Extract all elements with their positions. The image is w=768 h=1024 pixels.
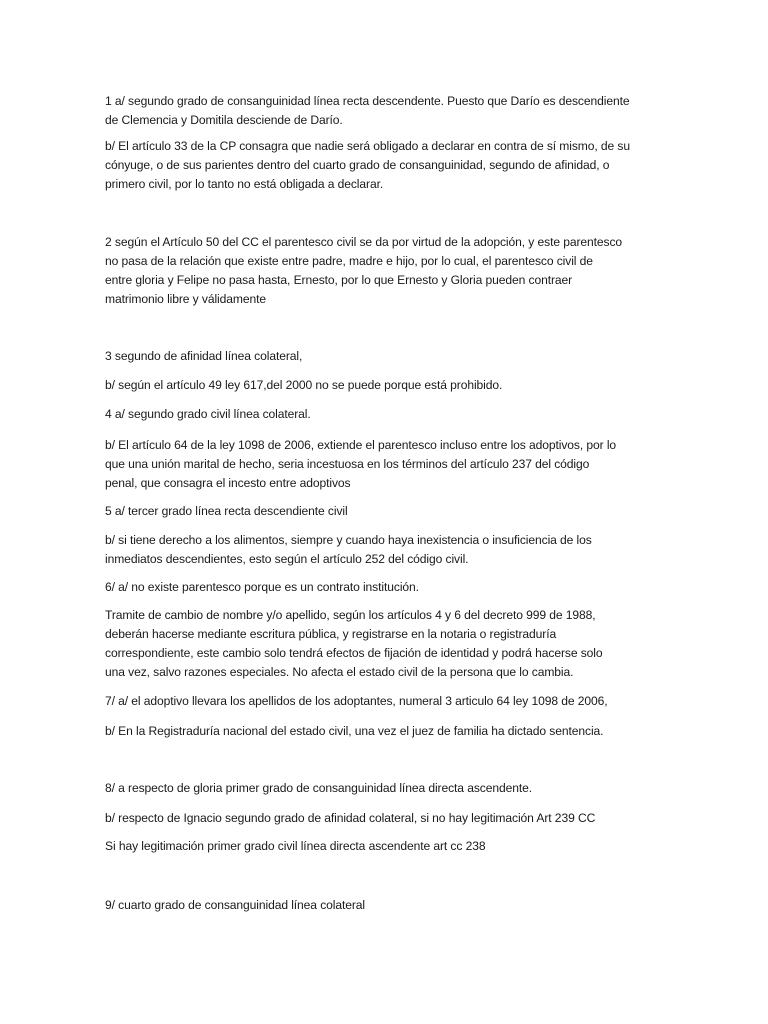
paragraph-2: 2 según el Artículo 50 del CC el parentesco civil se da por virtud de la adopción, y este parentesco no pasa de la relación que existe entre padre, madre e hijo, por lo cual, el parentesco civil de entre gloria y Felipe no pasa hasta, Ernesto, por lo que Ernesto y Gloria pueden contraer matrimonio libre y válidamente <box>105 235 623 306</box>
paragraph-8a: 8/ a respecto de gloria primer grado de consanguinidad línea directa ascendente. <box>105 781 532 795</box>
paragraph-6-tramite: Tramite de cambio de nombre y/o apellido, según los artículos 4 y 6 del decreto 999 de 1988, deberán hacerse mediante escritura pública, y registrarse en la notaria o registraduría correspondiente, este cambio solo tendrá efectos de fijación de identidad y podrá hacerse solo una vez, salvo razones especiales. No afecta el estado civil de la persona que lo cambia. <box>105 608 603 679</box>
paragraph-4b: b/ El artículo 64 de la ley 1098 de 2006, extiende el parentesco incluso entre los adoptivos, por lo que una unión marital de hecho, seria incestuosa en los términos del artículo 237 del código penal, que consagra el incesto entre adoptivos <box>105 438 617 490</box>
paragraph-7a: 7/ a/ el adoptivo llevara los apellidos de los adoptantes, numeral 3 articulo 64 ley 1098 de 2006, <box>105 694 608 708</box>
paragraph-5a: 5 a/ tercer grado línea recta descendiente civil <box>105 504 348 518</box>
paragraph-7b: b/ En la Registraduría nacional del estado civil, una vez el juez de familia ha dictado sentencia. <box>105 724 604 738</box>
paragraph-3a: 3 segundo de afinidad línea colateral, <box>105 349 303 363</box>
paragraph-5b: b/ si tiene derecho a los alimentos, siempre y cuando haya inexistencia o insuficiencia de los inmediatos descendientes, esto según el artículo 252 del código civil. <box>105 533 592 566</box>
paragraph-8c: Si hay legitimación primer grado civil línea directa ascendente art cc 238 <box>105 839 486 853</box>
paragraph-1a: 1 a/ segundo grado de consanguinidad línea recta descendente. Puesto que Darío es descendiente de Clemencia y Domitila desciende de Darío. <box>105 94 630 127</box>
paragraph-1b: b/ El artículo 33 de la CP consagra que nadie será obligado a declarar en contra de sí mismo, de su cónyuge, o de sus parientes dentro del cuarto grado de consanguinidad, segundo de afinidad, o primero civil, por lo tanto no está obligada a declarar. <box>105 139 631 191</box>
paragraph-6a: 6/ a/ no existe parentesco porque es un contrato institución. <box>105 580 419 594</box>
paragraph-8b: b/ respecto de Ignacio segundo grado de afinidad colateral, si no hay legitimación Art 239 CC <box>105 811 596 825</box>
paragraph-4a: 4 a/ segundo grado civil línea colateral. <box>105 407 311 421</box>
paragraph-9: 9/ cuarto grado de consanguinidad línea colateral <box>105 898 366 912</box>
paragraph-3b: b/ según el artículo 49 ley 617,del 2000 no se puede porque está prohibido. <box>105 378 503 392</box>
